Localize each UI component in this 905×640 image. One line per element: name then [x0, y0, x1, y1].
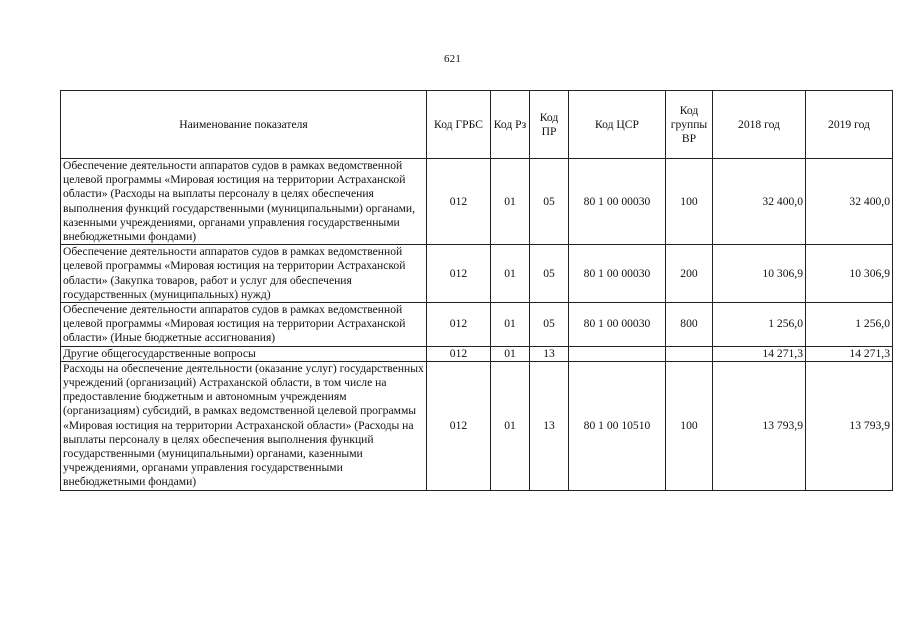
- row-name: Расходы на обеспечение деятельности (оказание услуг) государственных учреждений (организаций) Астраханской области, в том числе на предоставление бюджетным и автономным учреждениям (организациям) субсидий, в рамках ведомственной целевой программы «Мировая юстиция на территории Астраханской области» (Расходы на выплаты персоналу в целях обеспечения выполнения функций государственными (муниципальными) органами, казенными учреждениями, органами управления государственными внебюджетными фондами): [61, 361, 427, 490]
- header-pr: Код ПР: [530, 91, 569, 159]
- row-amount-2018: 32 400,0: [713, 159, 806, 245]
- table-row: [61, 303, 893, 347]
- row-csr: 80 1 00 10510: [569, 361, 666, 490]
- row-rz: 01: [491, 346, 530, 361]
- row-pr: 05: [530, 245, 569, 303]
- row-csr: 80 1 00 00030: [569, 245, 666, 303]
- header-grbs: Код ГРБС: [427, 91, 491, 159]
- row-amount-2019: 32 400,0: [806, 159, 893, 245]
- row-pr: 13: [530, 346, 569, 361]
- table-row: [61, 245, 893, 303]
- row-rz: 01: [491, 245, 530, 303]
- row-pr: 13: [530, 361, 569, 490]
- row-grbs: 012: [427, 245, 491, 303]
- row-name: Обеспечение деятельности аппаратов судов в рамках ведомственной целевой программы «Мировая юстиция на территории Астраханской области» (Расходы на выплаты персоналу в целях обеспечения выполнения функций государственными (муниципальными) органами, казенными учреждениями, органами управления государственными внебюджетными фондами): [61, 159, 427, 245]
- row-csr: 80 1 00 00030: [569, 159, 666, 245]
- row-vr: 800: [666, 303, 713, 347]
- row-name: Обеспечение деятельности аппаратов судов в рамках ведомственной целевой программы «Мировая юстиция на территории Астраханской области» (Иные бюджетные ассигнования): [61, 303, 427, 347]
- row-amount-2019: 14 271,3: [806, 346, 893, 361]
- row-amount-2019: 1 256,0: [806, 303, 893, 347]
- row-vr: 100: [666, 361, 713, 490]
- row-amount-2019: 13 793,9: [806, 361, 893, 490]
- row-grbs: 012: [427, 303, 491, 347]
- table-row: [61, 159, 893, 245]
- row-vr: 100: [666, 159, 713, 245]
- header-csr: Код ЦСР: [569, 91, 666, 159]
- row-vr: 200: [666, 245, 713, 303]
- row-rz: 01: [491, 303, 530, 347]
- row-name: Обеспечение деятельности аппаратов судов в рамках ведомственной целевой программы «Мировая юстиция на территории Астраханской области» (Закупка товаров, работ и услуг для обеспечения государственных (муниципальных) нужд): [61, 245, 427, 303]
- row-csr: [569, 346, 666, 361]
- row-rz: 01: [491, 361, 530, 490]
- table-row: [61, 361, 893, 490]
- table-row: [61, 346, 893, 361]
- header-vr: Код группы ВР: [666, 91, 713, 159]
- row-csr: 80 1 00 00030: [569, 303, 666, 347]
- row-amount-2018: 14 271,3: [713, 346, 806, 361]
- row-amount-2018: 13 793,9: [713, 361, 806, 490]
- row-pr: 05: [530, 159, 569, 245]
- header-2019: 2019 год: [806, 91, 893, 159]
- row-amount-2019: 10 306,9: [806, 245, 893, 303]
- header-name: Наименование показателя: [61, 91, 427, 159]
- row-name: Другие общегосударственные вопросы: [61, 346, 427, 361]
- row-rz: 01: [491, 159, 530, 245]
- budget-table: [60, 90, 893, 491]
- header-2018: 2018 год: [713, 91, 806, 159]
- page-number: 621: [443, 53, 462, 65]
- row-amount-2018: 1 256,0: [713, 303, 806, 347]
- table-header-row: [61, 91, 893, 159]
- row-grbs: 012: [427, 346, 491, 361]
- row-amount-2018: 10 306,9: [713, 245, 806, 303]
- row-pr: 05: [530, 303, 569, 347]
- row-grbs: 012: [427, 361, 491, 490]
- header-rz: Код Рз: [491, 91, 530, 159]
- row-grbs: 012: [427, 159, 491, 245]
- row-vr: [666, 346, 713, 361]
